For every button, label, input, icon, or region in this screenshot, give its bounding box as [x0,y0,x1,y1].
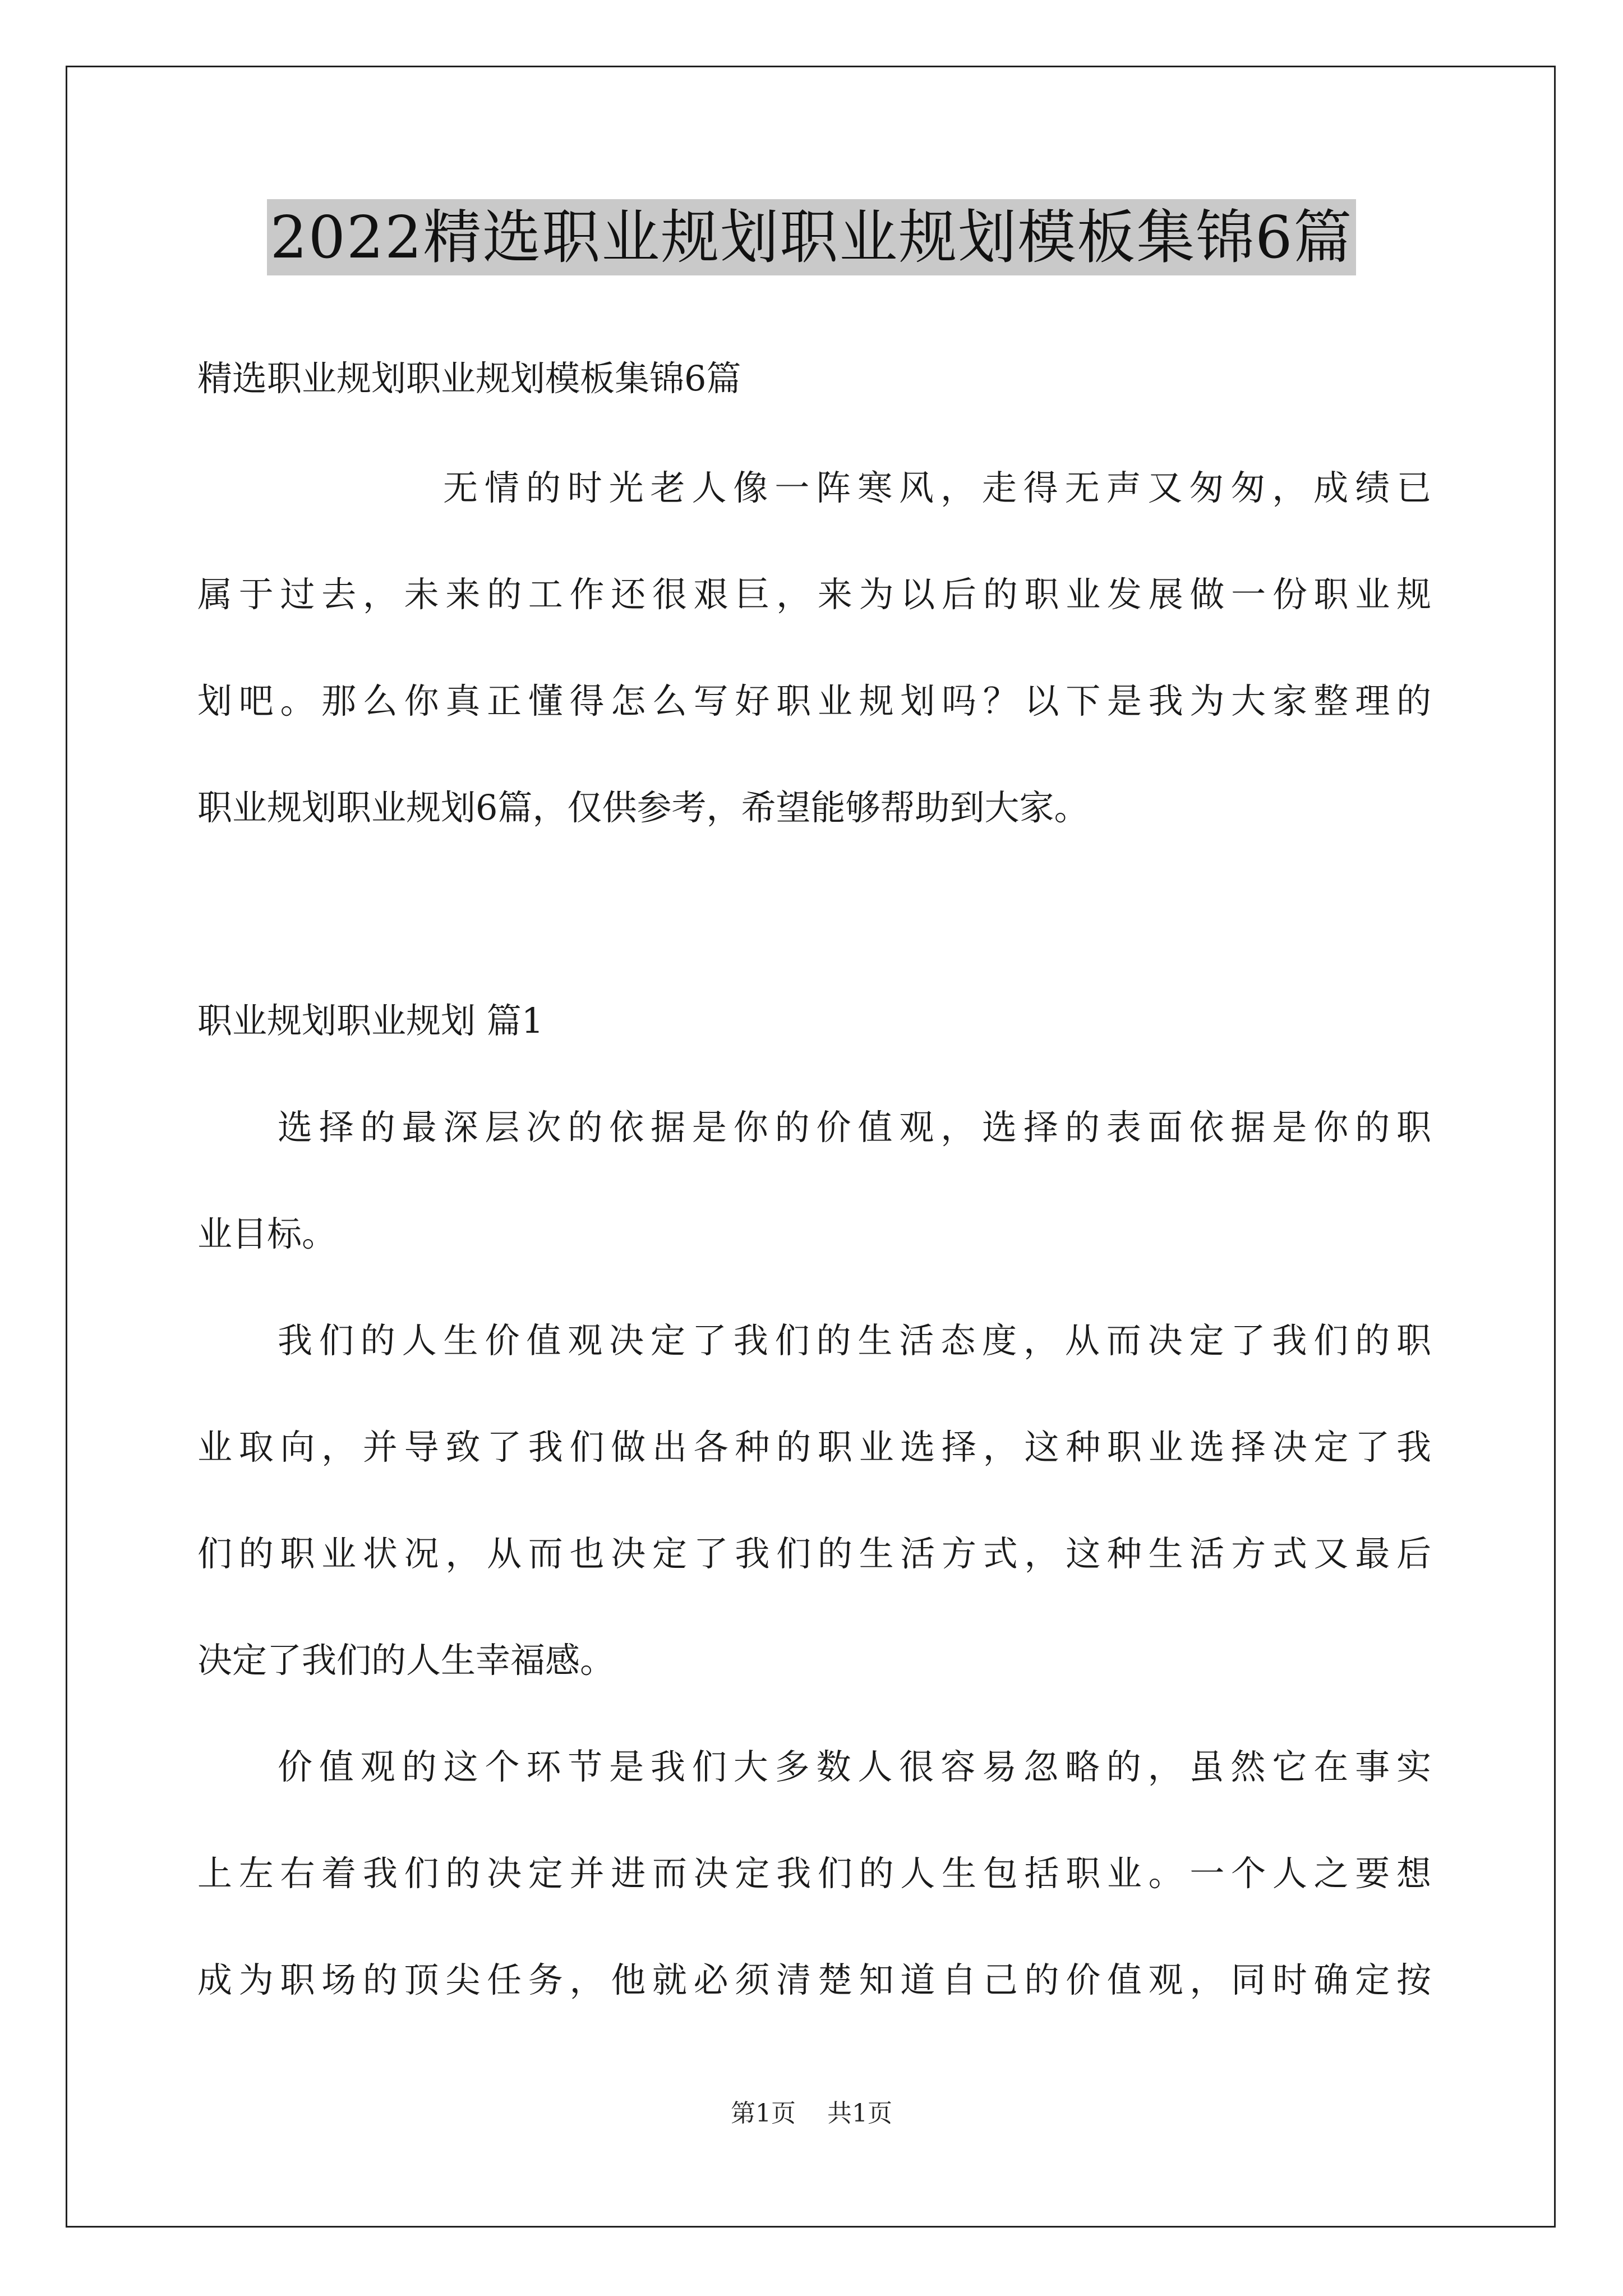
para3-line-3: 成为职场的顶尖任务，他就必须清楚知道自己的价值观，同时确定按 [197,1959,1431,2000]
page-number: 第1页 [731,2099,796,2128]
section-heading: 职业规划职业规划 篇1 [197,1000,544,1041]
document-subtitle: 精选职业规划职业规划模板集锦6篇 [197,358,741,399]
intro-line-2: 属于过去，未来的工作还很艰巨，来为以后的职业发展做一份职业规 [197,574,1431,615]
intro-line-4: 职业规划职业规划6篇，仅供参考，希望能够帮助到大家。 [197,787,1089,828]
para2-line-1: 我们的人生价值观决定了我们的生活态度，从而决定了我们的职 [278,1320,1431,1361]
page-footer [0,2098,1623,2129]
document-title: 2022精选职业规划职业规划模板集锦6篇 [267,199,1357,275]
intro-line-1: 无情的时光老人像一阵寒风，走得无声又匆匆，成绩已 [443,467,1431,508]
page-total: 共1页 [827,2099,892,2128]
para3-line-1: 价值观的这个环节是我们大多数人很容易忽略的，虽然它在事实 [278,1746,1431,1787]
intro-line-3: 划吧。那么你真正懂得怎么写好职业规划吗？以下是我为大家整理的 [197,680,1431,721]
para1-line-1: 选择的最深层次的依据是你的价值观，选择的表面依据是你的职 [278,1107,1431,1148]
para2-line-2: 业取向，并导致了我们做出各种的职业选择，这种职业选择决定了我 [197,1427,1431,1467]
para3-line-2: 上左右着我们的决定并进而决定我们的人生包括职业。一个人之要想 [197,1853,1431,1894]
para1-line-2: 业目标。 [197,1213,337,1254]
title-container [0,199,1623,275]
para2-line-4: 决定了我们的人生幸福感。 [197,1640,615,1681]
para2-line-3: 们的职业状况，从而也决定了我们的生活方式，这种生活方式又最后 [197,1533,1431,1574]
